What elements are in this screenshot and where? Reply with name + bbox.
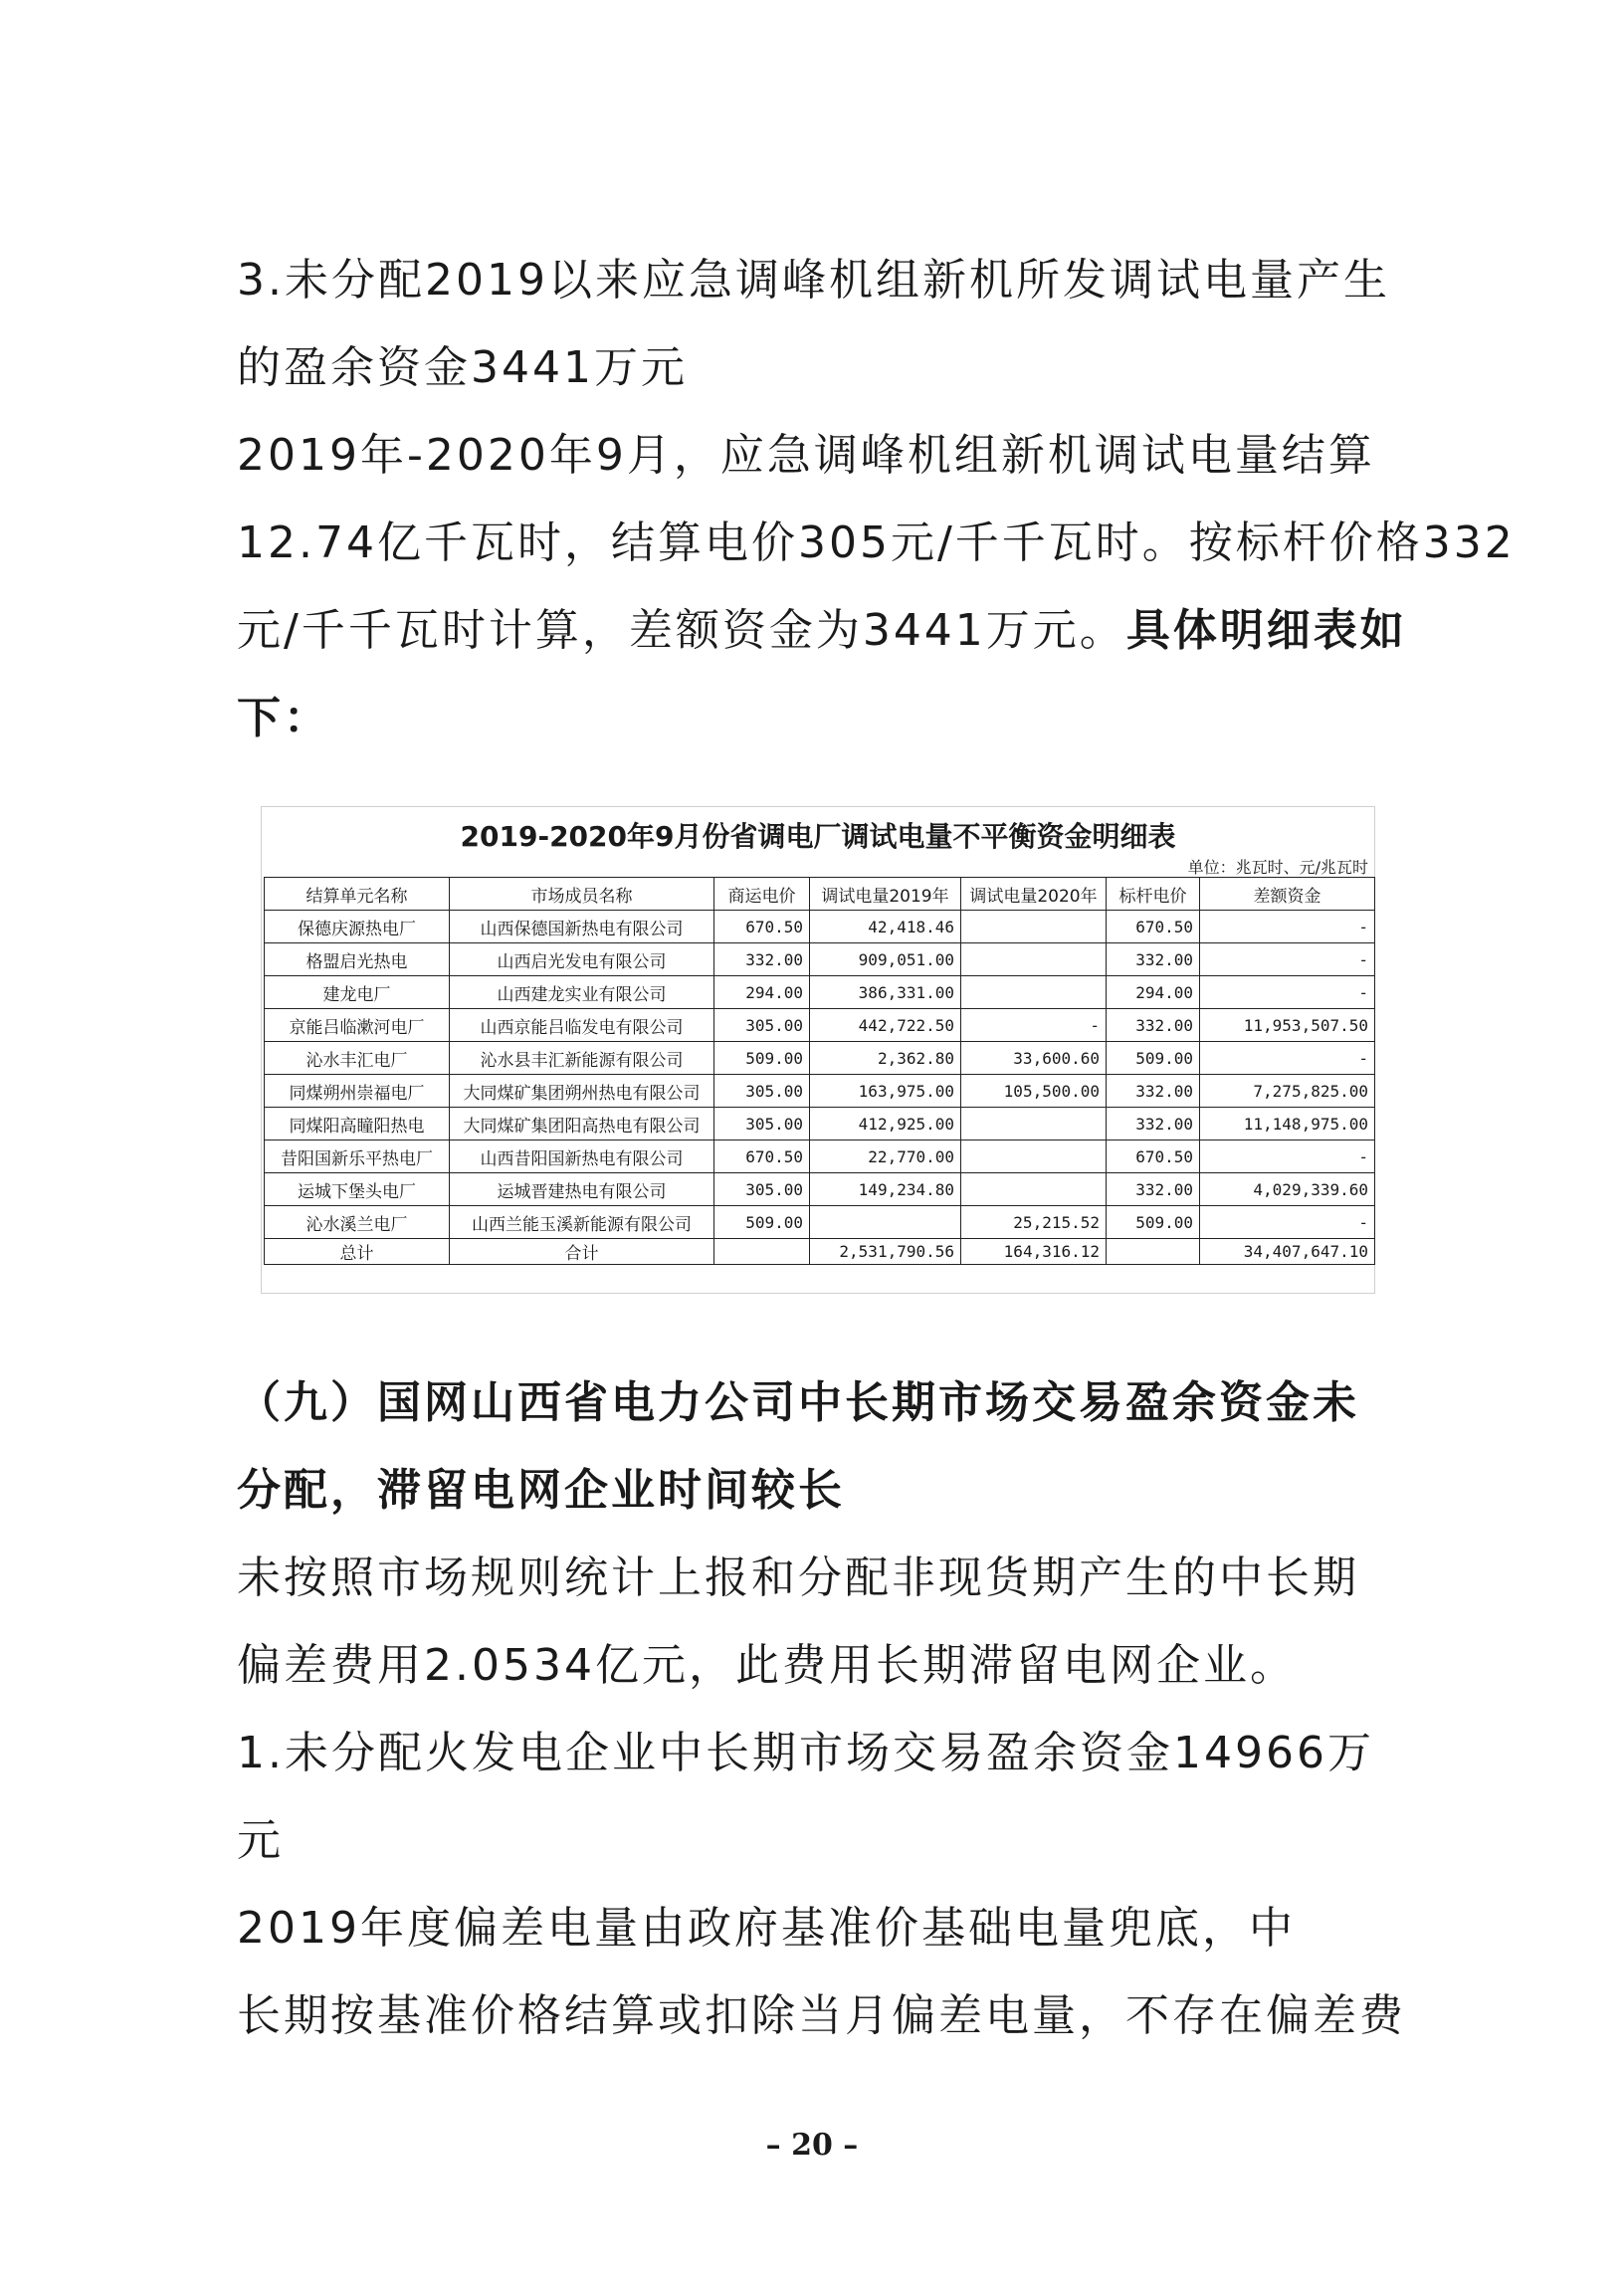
table-cell: 670.50 — [1107, 1140, 1200, 1173]
table-row — [265, 1075, 1375, 1108]
table-row — [265, 911, 1375, 943]
column-header: 结算单元名称 — [265, 878, 450, 911]
table-cell: 2,362.80 — [810, 1042, 961, 1075]
section-9-paragraph-line-1: 未按照市场规则统计上报和分配非现货期产生的中长期 — [237, 1553, 1359, 1603]
table-cell: 保德庆源热电厂 — [265, 911, 450, 943]
table-cell: 大同煤矿集团阳高热电有限公司 — [450, 1108, 714, 1140]
table-header-row — [265, 878, 1375, 911]
detail-table-figure — [261, 806, 1375, 1294]
table-cell — [810, 1206, 961, 1239]
table-cell: - — [1200, 1140, 1375, 1173]
table-cell: - — [961, 1009, 1107, 1042]
section-9-heading-line-1: （九）国网山西省电力公司中长期市场交易盈余资金未 — [237, 1377, 1359, 1428]
table-cell: 105,500.00 — [961, 1075, 1107, 1108]
table-cell — [961, 1173, 1107, 1206]
table-row — [265, 1108, 1375, 1140]
table-cell: 沁水丰汇电厂 — [265, 1042, 450, 1075]
table-row — [265, 976, 1375, 1009]
table-cell — [961, 943, 1107, 976]
table-cell: 11,148,975.00 — [1200, 1108, 1375, 1140]
table-cell: - — [1200, 1042, 1375, 1075]
table-cell: 332.00 — [1107, 1173, 1200, 1206]
subsection-1-heading-line-1: 1.未分配火发电企业中长期市场交易盈余资金14966万 — [237, 1728, 1374, 1778]
body-paragraph-line-1: 2019年-2020年9月，应急调峰机组新机调试电量结算 — [237, 430, 1375, 481]
table-cell: 305.00 — [714, 1075, 810, 1108]
subsection-3-heading-line-1: 3.未分配2019以来应急调峰机组新机所发调试电量产生 — [237, 255, 1390, 306]
table-cell: - — [1200, 943, 1375, 976]
table-cell — [961, 1108, 1107, 1140]
detail-table — [264, 877, 1375, 1265]
table-cell: 305.00 — [714, 1108, 810, 1140]
subsection-1-heading-line-2: 元 — [237, 1815, 284, 1866]
table-cell: 305.00 — [714, 1173, 810, 1206]
table-cell: 山西建龙实业有限公司 — [450, 976, 714, 1009]
table-cell: - — [1200, 911, 1375, 943]
table-cell: 4,029,339.60 — [1200, 1173, 1375, 1206]
table-cell: 2,531,790.56 — [810, 1239, 961, 1265]
table-row — [265, 1173, 1375, 1206]
table-cell: 294.00 — [714, 976, 810, 1009]
body-paragraph-line-2: 12.74亿千瓦时，结算电价305元/千千瓦时。按标杆价格332 — [237, 518, 1516, 568]
table-cell: 412,925.00 — [810, 1108, 961, 1140]
table-row — [265, 1206, 1375, 1239]
table-cell: 11,953,507.50 — [1200, 1009, 1375, 1042]
table-cell: 山西启光发电有限公司 — [450, 943, 714, 976]
section-9-paragraph-line-2: 偏差费用2.0534亿元，此费用长期滞留电网企业。 — [237, 1640, 1297, 1691]
table-cell: 332.00 — [1107, 1075, 1200, 1108]
table-cell: 运城下堡头电厂 — [265, 1173, 450, 1206]
table-cell: 332.00 — [1107, 1009, 1200, 1042]
table-cell: 山西京能吕临发电有限公司 — [450, 1009, 714, 1042]
table-cell: 509.00 — [1107, 1042, 1200, 1075]
table-cell: 沁水溪兰电厂 — [265, 1206, 450, 1239]
table-cell: 332.00 — [714, 943, 810, 976]
table-cell: 509.00 — [714, 1042, 810, 1075]
table-cell: 33,600.60 — [961, 1042, 1107, 1075]
subsection-1-paragraph-line-2: 长期按基准价格结算或扣除当月偏差电量，不存在偏差费 — [237, 1990, 1406, 2041]
table-cell: 总计 — [265, 1239, 450, 1265]
table-cell: 34,407,647.10 — [1200, 1239, 1375, 1265]
column-header: 标杆电价 — [1107, 878, 1200, 911]
table-cell: 332.00 — [1107, 1108, 1200, 1140]
table-cell: 163,975.00 — [810, 1075, 961, 1108]
table-row — [265, 1042, 1375, 1075]
table-cell: 509.00 — [714, 1206, 810, 1239]
body-paragraph-line-4: 下： — [237, 693, 330, 743]
table-cell: 25,215.52 — [961, 1206, 1107, 1239]
table-cell: - — [1200, 1206, 1375, 1239]
subsection-3-heading-line-2: 的盈余资金3441万元 — [237, 342, 688, 393]
table-cell: 合计 — [450, 1239, 714, 1265]
table-cell: 22,770.00 — [810, 1140, 961, 1173]
table-cell: 164,316.12 — [961, 1239, 1107, 1265]
table-cell — [1107, 1239, 1200, 1265]
table-row — [265, 943, 1375, 976]
column-header: 商运电价 — [714, 878, 810, 911]
table-cell: 京能吕临漱河电厂 — [265, 1009, 450, 1042]
table-cell: 建龙电厂 — [265, 976, 450, 1009]
table-cell: - — [1200, 976, 1375, 1009]
section-9-heading-line-2: 分配，滞留电网企业时间较长 — [237, 1465, 845, 1516]
body-paragraph-line-3 — [237, 605, 1407, 656]
table-cell: 沁水县丰汇新能源有限公司 — [450, 1042, 714, 1075]
table-cell: 509.00 — [1107, 1206, 1200, 1239]
body-text-bold: 具体明细表如 — [1125, 605, 1407, 656]
table-cell: 山西保德国新热电有限公司 — [450, 911, 714, 943]
body-text: 元/千千瓦时计算，差额资金为3441万元。 — [237, 605, 1126, 656]
table-cell — [961, 1140, 1107, 1173]
table-cell: 305.00 — [714, 1009, 810, 1042]
table-cell: 大同煤矿集团朔州热电有限公司 — [450, 1075, 714, 1108]
table-cell: 442,722.50 — [810, 1009, 961, 1042]
table-cell: 386,331.00 — [810, 976, 961, 1009]
table-cell — [961, 911, 1107, 943]
table-cell: 332.00 — [1107, 943, 1200, 976]
table-cell — [714, 1239, 810, 1265]
table-row — [265, 1009, 1375, 1042]
table-cell: 670.50 — [1107, 911, 1200, 943]
table-cell: 42,418.46 — [810, 911, 961, 943]
subsection-1-paragraph-line-1: 2019年度偏差电量由政府基准价基础电量兜底，中 — [237, 1903, 1296, 1954]
table-cell: 山西昔阳国新热电有限公司 — [450, 1140, 714, 1173]
table-cell: 同煤朔州崇福电厂 — [265, 1075, 450, 1108]
table-cell: 149,234.80 — [810, 1173, 961, 1206]
table-cell: 670.50 — [714, 911, 810, 943]
column-header: 调试电量2020年 — [961, 878, 1107, 911]
table-cell: 7,275,825.00 — [1200, 1075, 1375, 1108]
table-cell: 294.00 — [1107, 976, 1200, 1009]
table-unit: 单位：兆瓦时、元/兆瓦时 — [1187, 858, 1368, 877]
column-header: 市场成员名称 — [450, 878, 714, 911]
page-number: – 20 – — [765, 2128, 859, 2163]
table-cell: 山西兰能玉溪新能源有限公司 — [450, 1206, 714, 1239]
table-cell: 昔阳国新乐平热电厂 — [265, 1140, 450, 1173]
table-cell: 909,051.00 — [810, 943, 961, 976]
table-cell: 运城晋建热电有限公司 — [450, 1173, 714, 1206]
table-total-row — [265, 1239, 1375, 1265]
table-cell: 同煤阳高瞳阳热电 — [265, 1108, 450, 1140]
table-cell — [961, 976, 1107, 1009]
table-row — [265, 1140, 1375, 1173]
table-title: 2019-2020年9月份省调电厂调试电量不平衡资金明细表 — [460, 820, 1176, 853]
column-header: 差额资金 — [1200, 878, 1375, 911]
column-header: 调试电量2019年 — [810, 878, 961, 911]
table-cell: 格盟启光热电 — [265, 943, 450, 976]
table-cell: 670.50 — [714, 1140, 810, 1173]
